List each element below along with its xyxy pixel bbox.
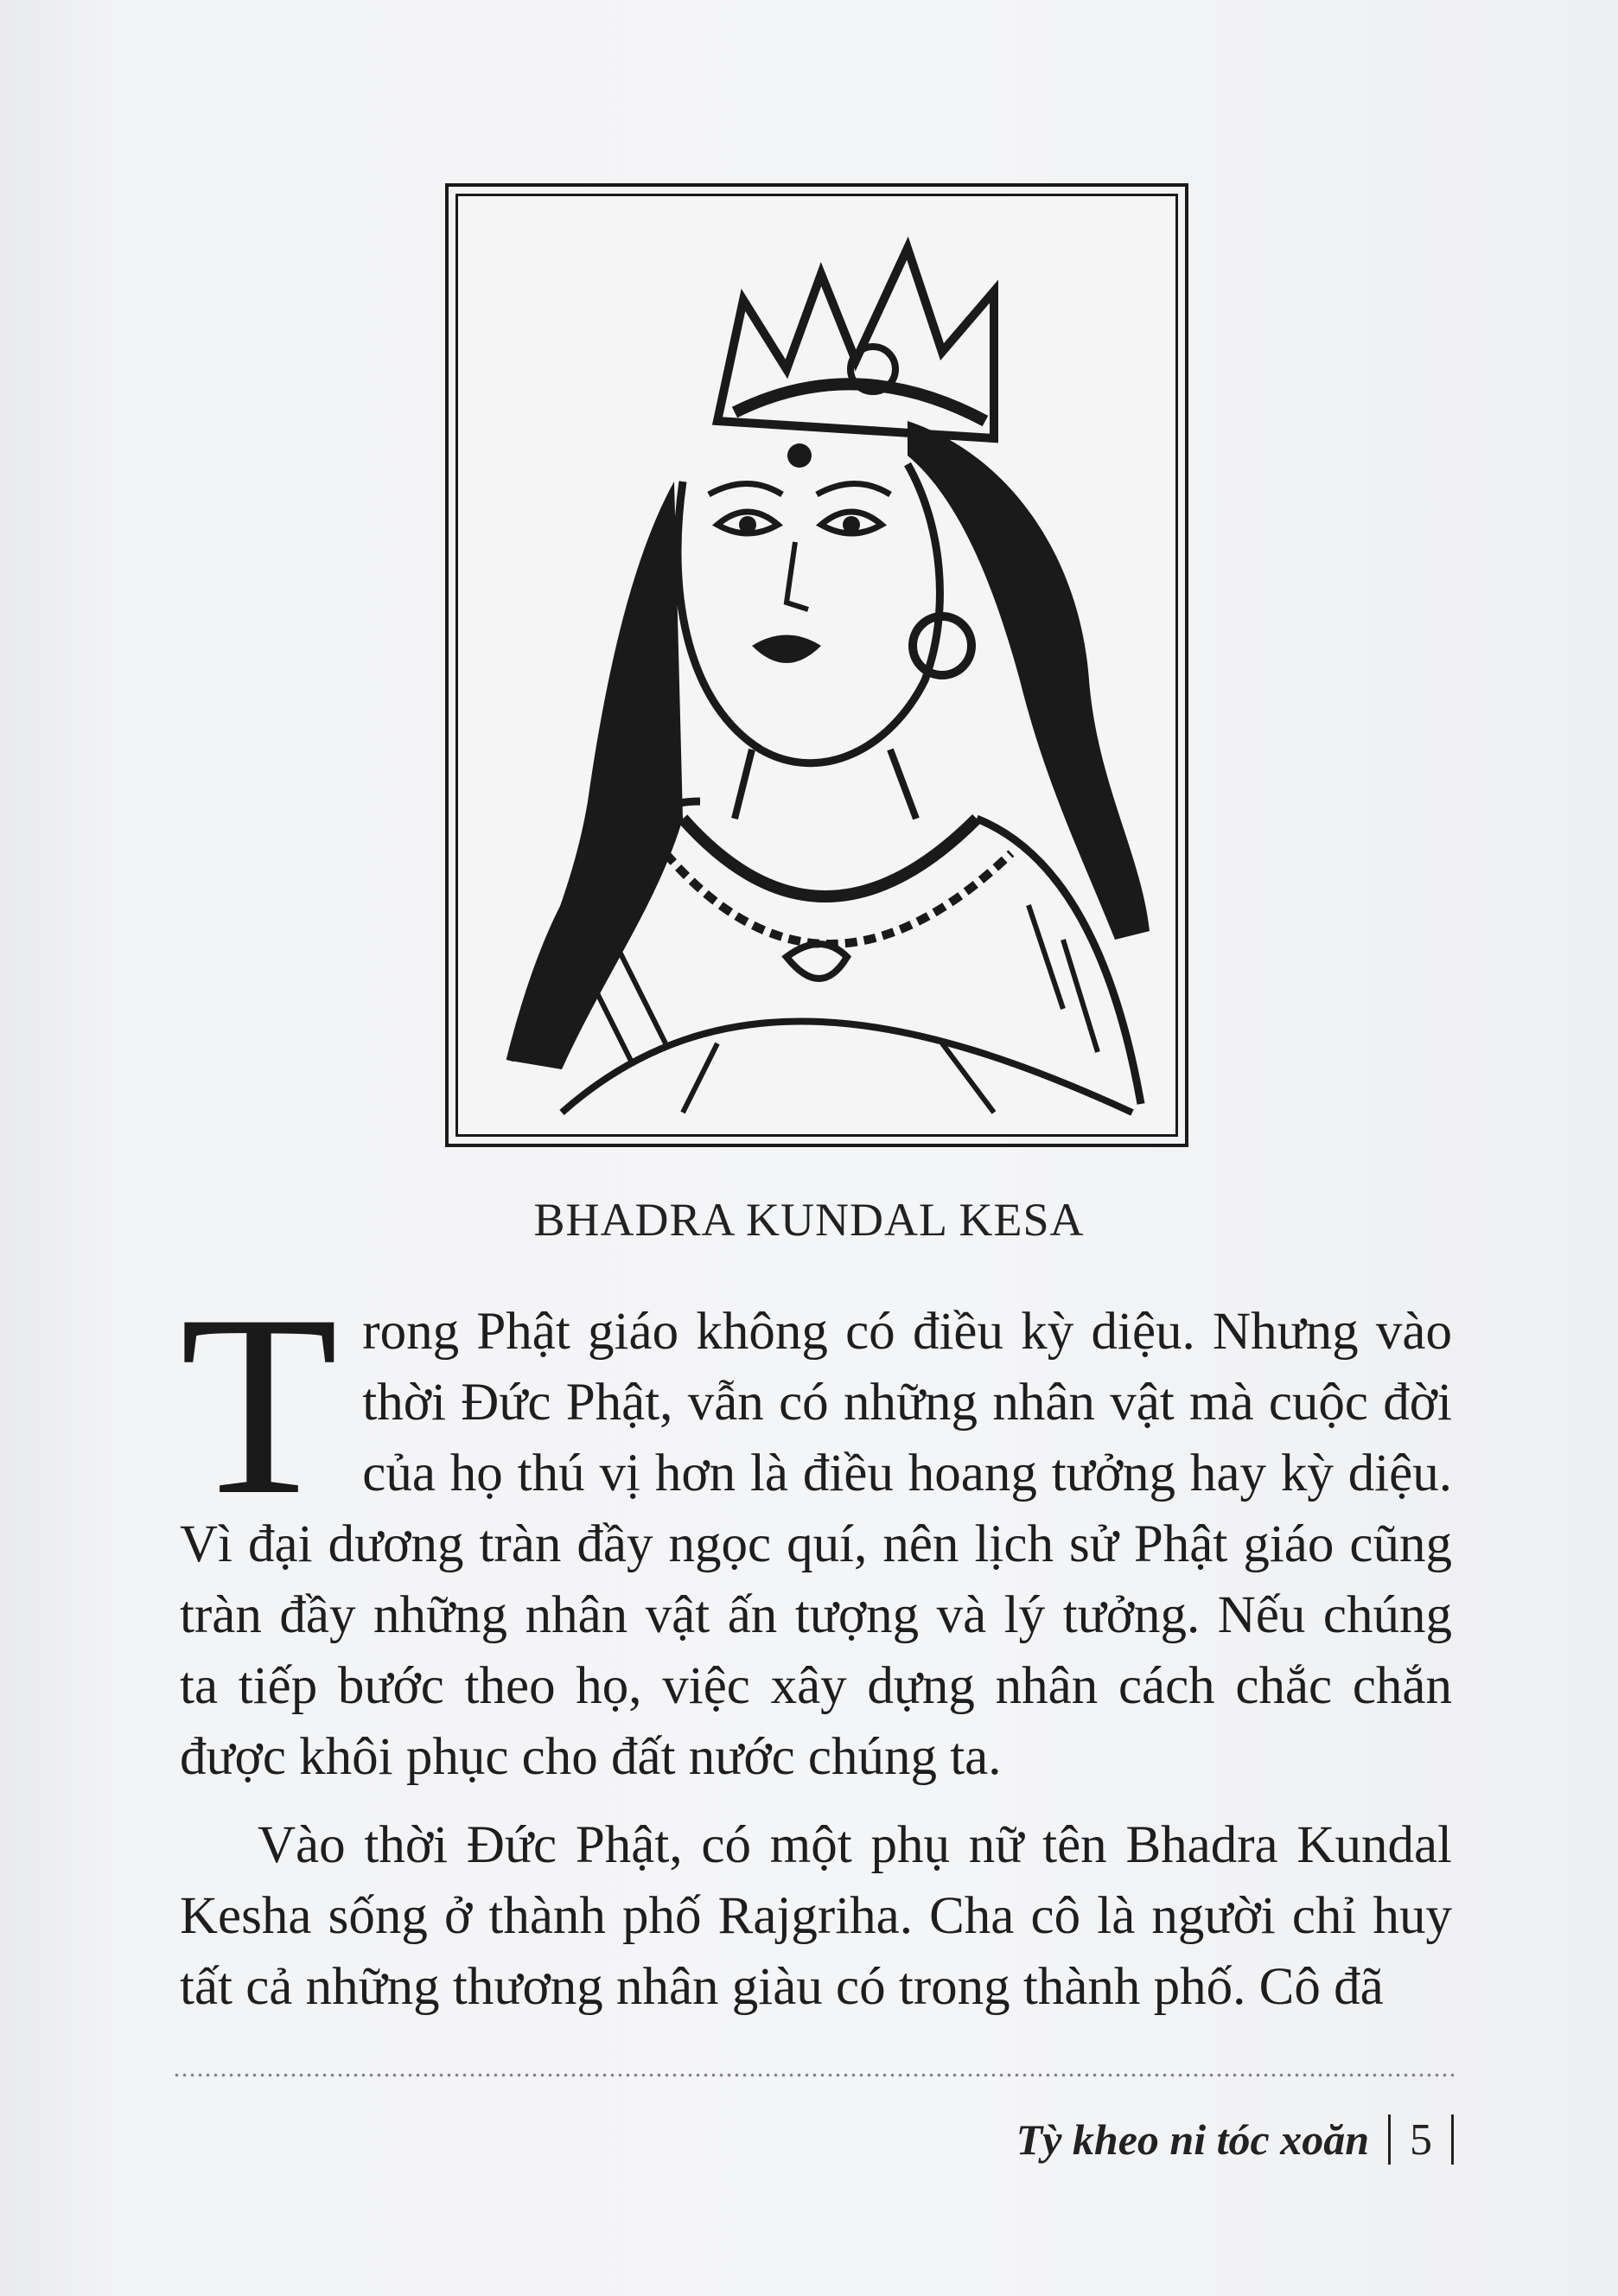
footer-divider xyxy=(173,2071,1456,2080)
footer-separator xyxy=(1388,2114,1391,2165)
portrait-illustration xyxy=(455,194,1178,1137)
paragraph-1-text: rong Phật giáo không có điều kỳ diệu. Nhưng vào thời Đức Phật, vẫn có những nhân vật mà cuộc đời của họ thú vị hơn là điều hoang tưởng hay kỳ diệu. Vì đại dương tràn đầy ngọc quí, nên lịch sử Phật giáo cũng tràn đầy những nhân vật ấn tượng và lý tưởng. Nếu chúng ta tiếp bước theo họ, việc xây dựng nhân cách chắc chắn được khôi phục cho đất nước chúng ta. xyxy=(180,1303,1452,1786)
book-title: Tỳ kheo ni tóc xoăn xyxy=(1016,2115,1369,2164)
footer-separator-right xyxy=(1451,2114,1454,2165)
running-footer xyxy=(1016,2109,1454,2170)
drop-cap: T xyxy=(180,1261,339,1548)
body-text xyxy=(180,1261,1452,2023)
woman-portrait-drawing xyxy=(458,196,1175,1134)
page-number: 5 xyxy=(1410,2114,1432,2165)
paragraph-2: Vào thời Đức Phật, có một phụ nữ tên Bhadra Kundal Kesha sống ở thành phố Rajgriha. Cha cô là người chỉ huy tất cả những thương nhân giàu có trong thành phố. Cô đã xyxy=(180,1816,1452,2016)
portrait-frame xyxy=(445,183,1188,1147)
paragraph-1 xyxy=(180,1261,1452,1793)
illustration-caption: BHADRA KUNDAL KESA xyxy=(533,1194,1085,1246)
